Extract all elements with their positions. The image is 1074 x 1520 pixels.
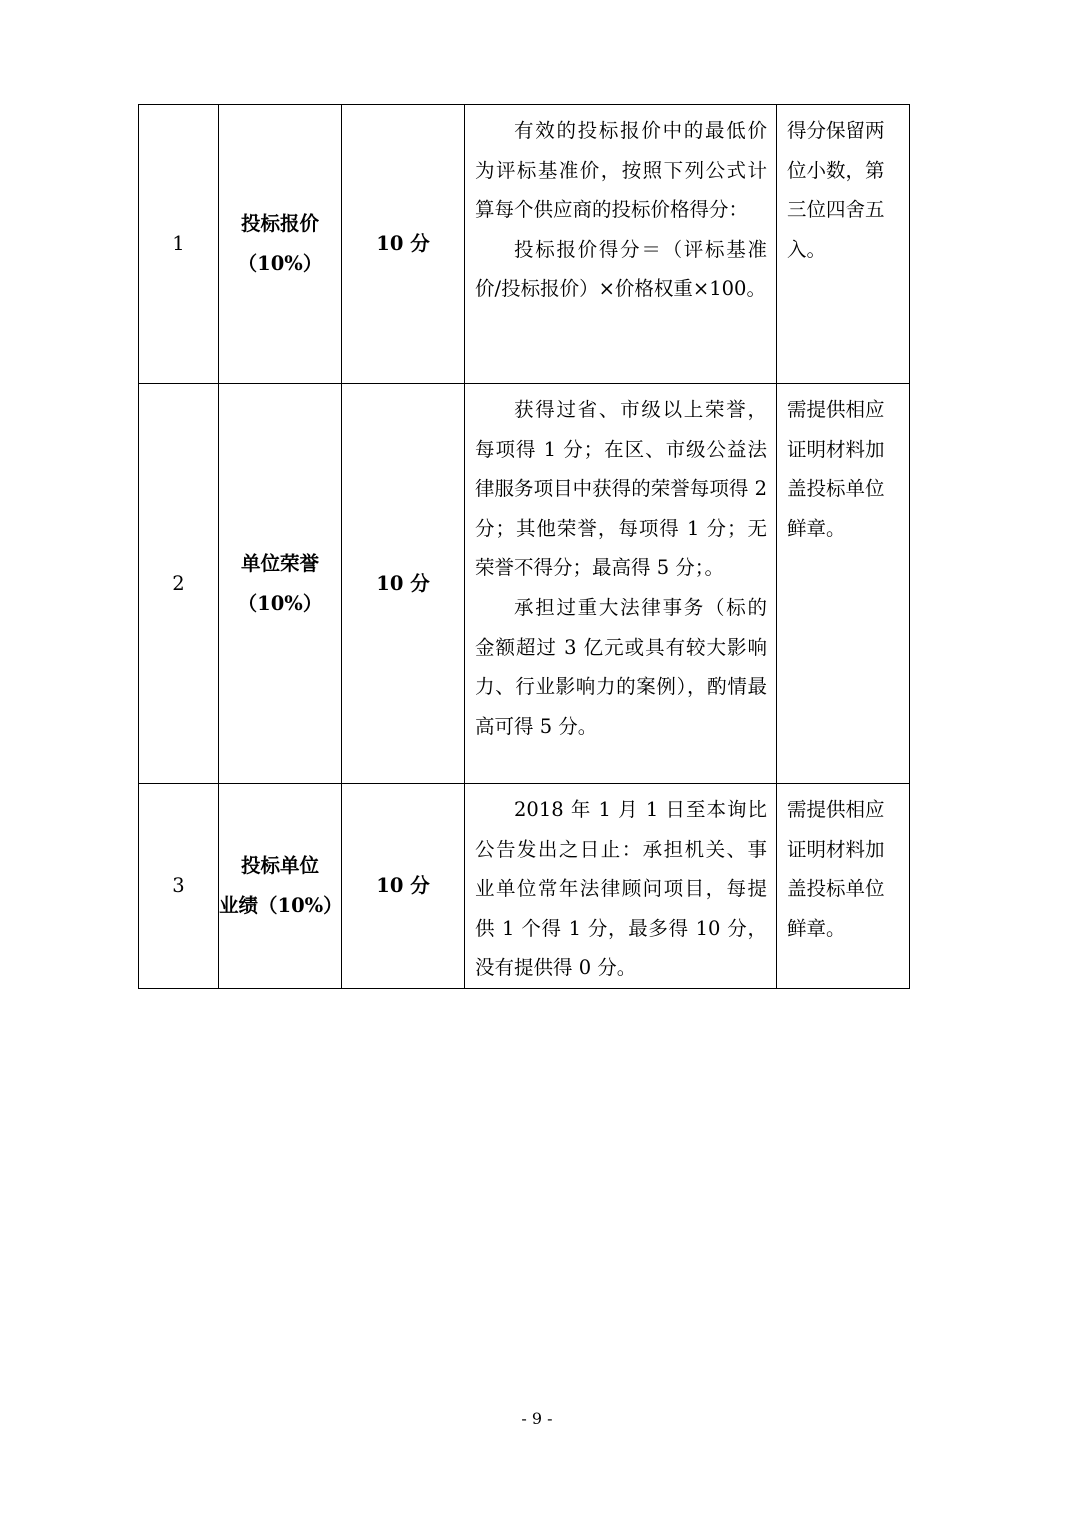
- scoring-rule: [465, 105, 777, 384]
- score-value: 10 分: [342, 384, 465, 784]
- table-row: [139, 384, 910, 784]
- table-row: [139, 784, 910, 989]
- scoring-rule: [465, 784, 777, 989]
- scoring-rule: [465, 384, 777, 784]
- score-value: 10 分: [342, 784, 465, 989]
- scoring-item-weight: 业绩（10%）: [219, 893, 343, 917]
- remark: 需提供相应证明材料加盖投标单位鲜章。: [777, 784, 910, 989]
- scoring-item-name: 投标单位: [240, 854, 319, 878]
- rule-paragraph: 2018 年 1 月 1 日至本询比公告发出之日止：承担机关、事业单位常年法律顾问项目，每提供 1 个得 1 分，最多得 10 分，没有提供得 0 分。: [475, 798, 767, 980]
- table-row: [139, 105, 910, 384]
- remark: 需提供相应证明材料加盖投标单位鲜章。: [777, 384, 910, 784]
- scoring-item: [219, 784, 342, 989]
- rule-paragraph: 承担过重大法律事务（标的金额超过 3 亿元或具有较大影响力、行业影响力的案例），酌情最高可得 5 分。: [475, 595, 767, 738]
- scoring-item-weight: （10%）: [237, 591, 323, 615]
- scoring-item: [219, 105, 342, 384]
- scoring-item-name: 投标报价: [240, 212, 319, 236]
- scoring-item-name: 单位荣誉: [240, 551, 319, 575]
- rule-paragraph: 投标报价得分＝（评标基准价/投标报价）×价格权重×100。: [475, 237, 767, 301]
- rule-paragraph: 有效的投标报价中的最低价为评标基准价，按照下列公式计算每个供应商的投标价格得分：: [475, 119, 767, 222]
- row-number: 3: [139, 784, 219, 989]
- scoring-item-weight: （10%）: [237, 252, 323, 275]
- scoring-table: [138, 104, 910, 989]
- rule-paragraph: 获得过省、市级以上荣誉，每项得 1 分；在区、市级公益法律服务项目中获得的荣誉每项得 2 分；其他荣誉，每项得 1 分；无荣誉不得分；最高得 5 分；。: [475, 398, 767, 580]
- row-number: 2: [139, 384, 219, 784]
- scoring-item: [219, 384, 342, 784]
- remark: 得分保留两位小数，第三位四舍五入。: [777, 105, 910, 384]
- score-value: 10 分: [342, 105, 465, 384]
- page-number: - 9 -: [521, 1409, 553, 1428]
- row-number: 1: [139, 105, 219, 384]
